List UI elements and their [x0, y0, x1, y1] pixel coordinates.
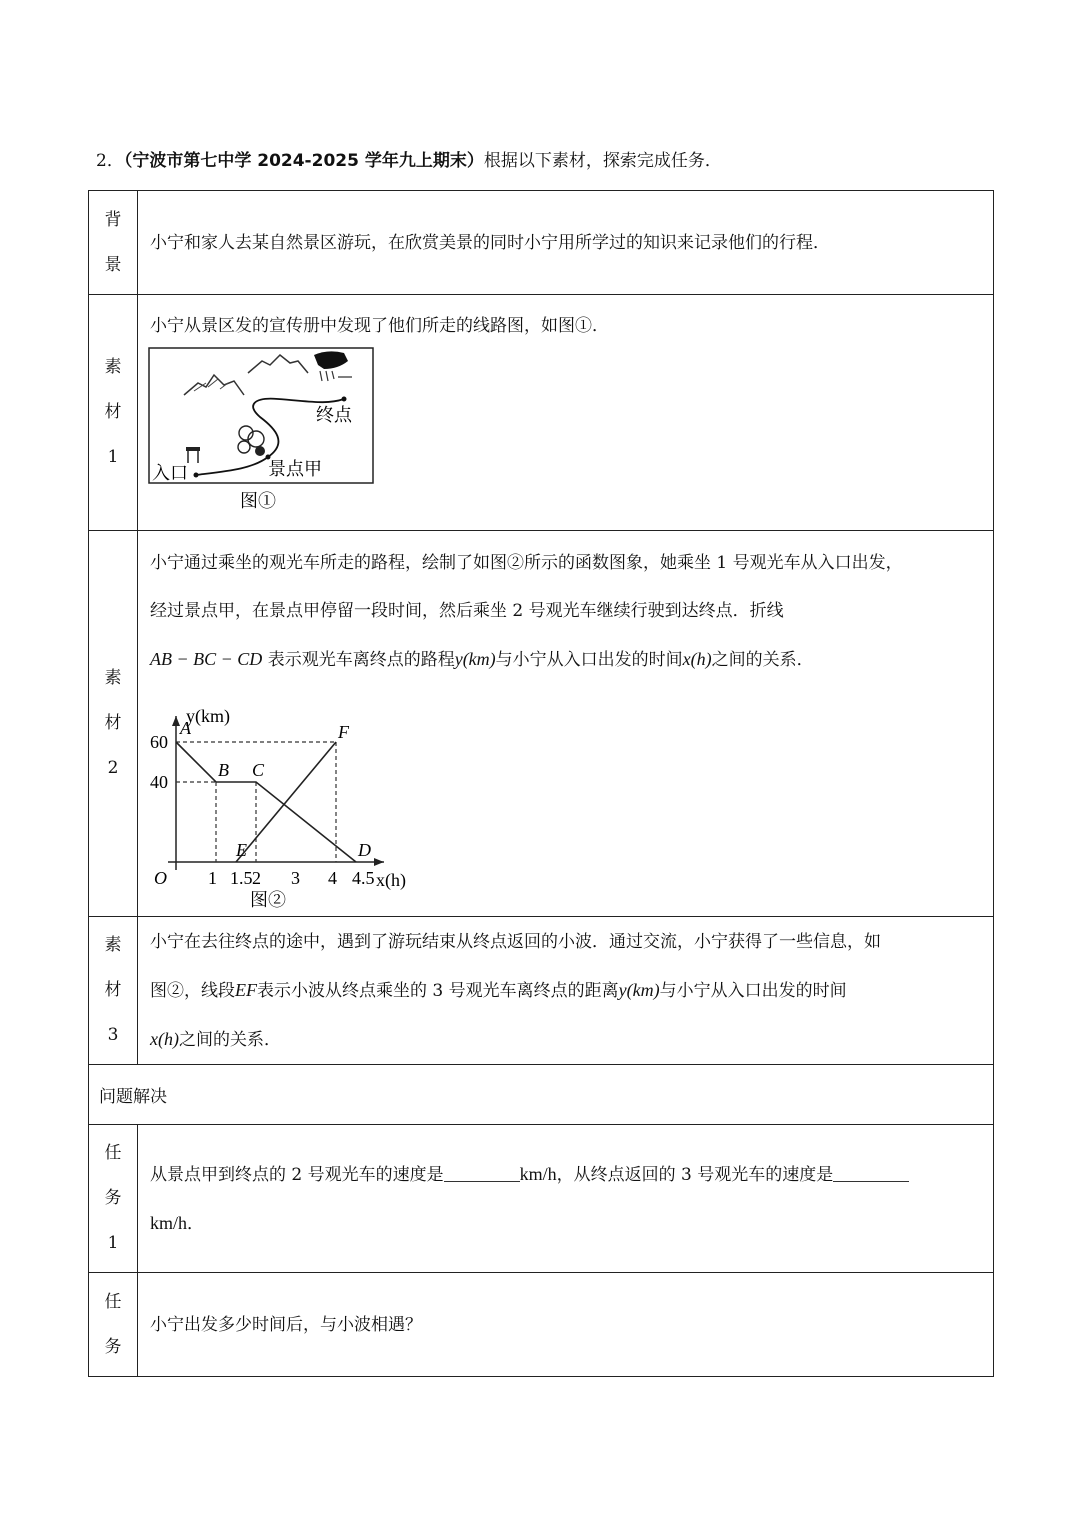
series-line-ef — [236, 742, 336, 862]
y-variable: y(km) — [454, 649, 496, 669]
material2-label — [89, 531, 138, 917]
material1-row — [89, 295, 994, 531]
label-char: 材 — [104, 402, 122, 422]
x-tick-label: 1.5 — [230, 868, 253, 888]
task1-row — [89, 1125, 994, 1273]
label-char: 素 — [104, 668, 122, 688]
point-label-d: D — [358, 840, 371, 860]
label-char: 素 — [104, 357, 122, 377]
material3-text-b: 表示小波从终点乘坐的 3 号观光车离终点的距离 — [257, 980, 619, 1001]
polyline-name: AB − BC − CD — [150, 649, 263, 669]
task1-label — [89, 1125, 138, 1273]
label-char: 景 — [104, 254, 122, 275]
x-axis-label: x(h) — [376, 870, 406, 890]
material2-line1: 小宁通过乘坐的观光车所走的路程，绘制了如图②所示的函数图象，她乘坐 1 号观光车从入口出发， — [150, 553, 903, 573]
unit-kmh: km/h — [150, 1212, 188, 1233]
label-char: 材 — [104, 980, 122, 1000]
task2-row — [89, 1273, 994, 1377]
point-label-b: B — [218, 760, 229, 780]
series-line-ab-bc-cd — [176, 742, 356, 862]
question-source: （宁波市第七中学 2024-2025 学年九上期末） — [123, 151, 484, 171]
label-char: 素 — [104, 935, 122, 955]
point-label-e: E — [236, 840, 247, 860]
point-label-f: F — [338, 722, 349, 742]
point-label-a: A — [180, 718, 191, 738]
x-variable: x(h) — [682, 649, 712, 669]
end-point — [342, 397, 347, 402]
problem-header-row — [89, 1065, 994, 1125]
task1-line1 — [150, 1150, 983, 1199]
problem-header: 问题解决 — [89, 1065, 994, 1125]
x-tick-label: 4 — [328, 868, 337, 888]
material3-label — [89, 917, 138, 1065]
material3-row — [89, 917, 994, 1065]
material3-line3 — [150, 1015, 983, 1064]
background-row — [89, 191, 994, 295]
material1-text: 小宁从景区发的宣传册中发现了他们所走的线路图，如图①． — [150, 316, 609, 336]
label-char: 背 — [104, 209, 122, 230]
task1-text-a: 从景点甲到终点的 2 号观光车的速度是 — [150, 1164, 444, 1185]
label-char: 3 — [107, 1025, 119, 1045]
materials-table — [88, 190, 994, 1377]
question-number: 2． — [96, 151, 124, 171]
material3-line2 — [150, 966, 983, 1015]
task1-end: ． — [187, 1213, 205, 1234]
entrance-point — [194, 473, 199, 478]
y-tick-label: 60 — [150, 732, 168, 752]
background-label — [89, 191, 138, 295]
task1-line2 — [150, 1199, 983, 1248]
label-char: 1 — [107, 447, 119, 467]
x-axis-arrow — [374, 858, 384, 866]
material2-line3 — [150, 635, 983, 684]
material2-text-b: 与小宁从入口出发的时间 — [495, 650, 683, 670]
function-graph — [146, 686, 446, 908]
material3-line1: 小宁在去往终点的途中，遇到了游玩结束从终点返回的小波．通过交流，小宁获得了一些信息，如 — [150, 931, 881, 952]
y-variable: y(km) — [618, 979, 660, 1000]
material3-text-end: 之间的关系． — [178, 1029, 281, 1050]
label-char: 2 — [107, 758, 119, 778]
material1-label — [89, 295, 138, 531]
material2-row — [89, 531, 994, 917]
origin-label: O — [154, 868, 167, 888]
label-char: 任 — [104, 1291, 122, 1312]
y-axis-label: y(km) — [186, 706, 230, 726]
material3-text-a: 图②，线段 — [150, 980, 235, 1001]
map-caption: 图① — [240, 491, 276, 511]
x-tick-label: 4.5 — [352, 868, 375, 888]
question-prompt: 根据以下素材，探索完成任务． — [483, 151, 722, 171]
unit-kmh: km/h — [519, 1163, 557, 1184]
y-axis-arrow — [172, 716, 180, 726]
point-label-c: C — [252, 760, 265, 780]
map-entrance-label: 入口 — [152, 463, 188, 483]
task2-text: 小宁出发多少时间后，与小波相遇？ — [150, 1314, 422, 1335]
background-text: 小宁和家人去某自然景区游玩，在欣赏美景的同时小宁用所学过的知识来记录他们的行程． — [150, 232, 830, 253]
answer-blank-2[interactable] — [833, 1163, 909, 1182]
x-tick-label: 2 — [252, 868, 261, 888]
label-char: 任 — [104, 1143, 122, 1163]
chart-caption: 图② — [250, 890, 286, 908]
route-map-figure — [148, 347, 388, 519]
x-variable: x(h) — [150, 1028, 179, 1049]
answer-blank-1[interactable] — [444, 1163, 520, 1182]
y-tick-label: 40 — [150, 772, 168, 792]
question-title — [96, 146, 722, 171]
segment-name: EF — [235, 979, 257, 1000]
x-tick-label: 3 — [291, 868, 300, 888]
map-end-label: 终点 — [316, 405, 352, 425]
label-char: 材 — [104, 713, 122, 733]
task2-label — [89, 1273, 138, 1377]
label-char: 1 — [107, 1233, 119, 1253]
material2-line2: 经过景点甲，在景点甲停留一段时间，然后乘坐 2 号观光车继续行驶到达终点．折线 — [150, 601, 784, 621]
map-spot-label: 景点甲 — [268, 459, 322, 479]
material3-text-c: 与小宁从入口出发的时间 — [659, 980, 847, 1001]
material2-text-a: 表示观光车离终点的路程 — [267, 650, 455, 670]
task1-text-b: ，从终点返回的 3 号观光车的速度是 — [556, 1164, 834, 1185]
label-char: 务 — [104, 1188, 122, 1208]
label-char: 务 — [104, 1336, 122, 1357]
material2-text-c: 之间的关系． — [711, 650, 814, 670]
x-tick-label: 1 — [208, 868, 217, 888]
